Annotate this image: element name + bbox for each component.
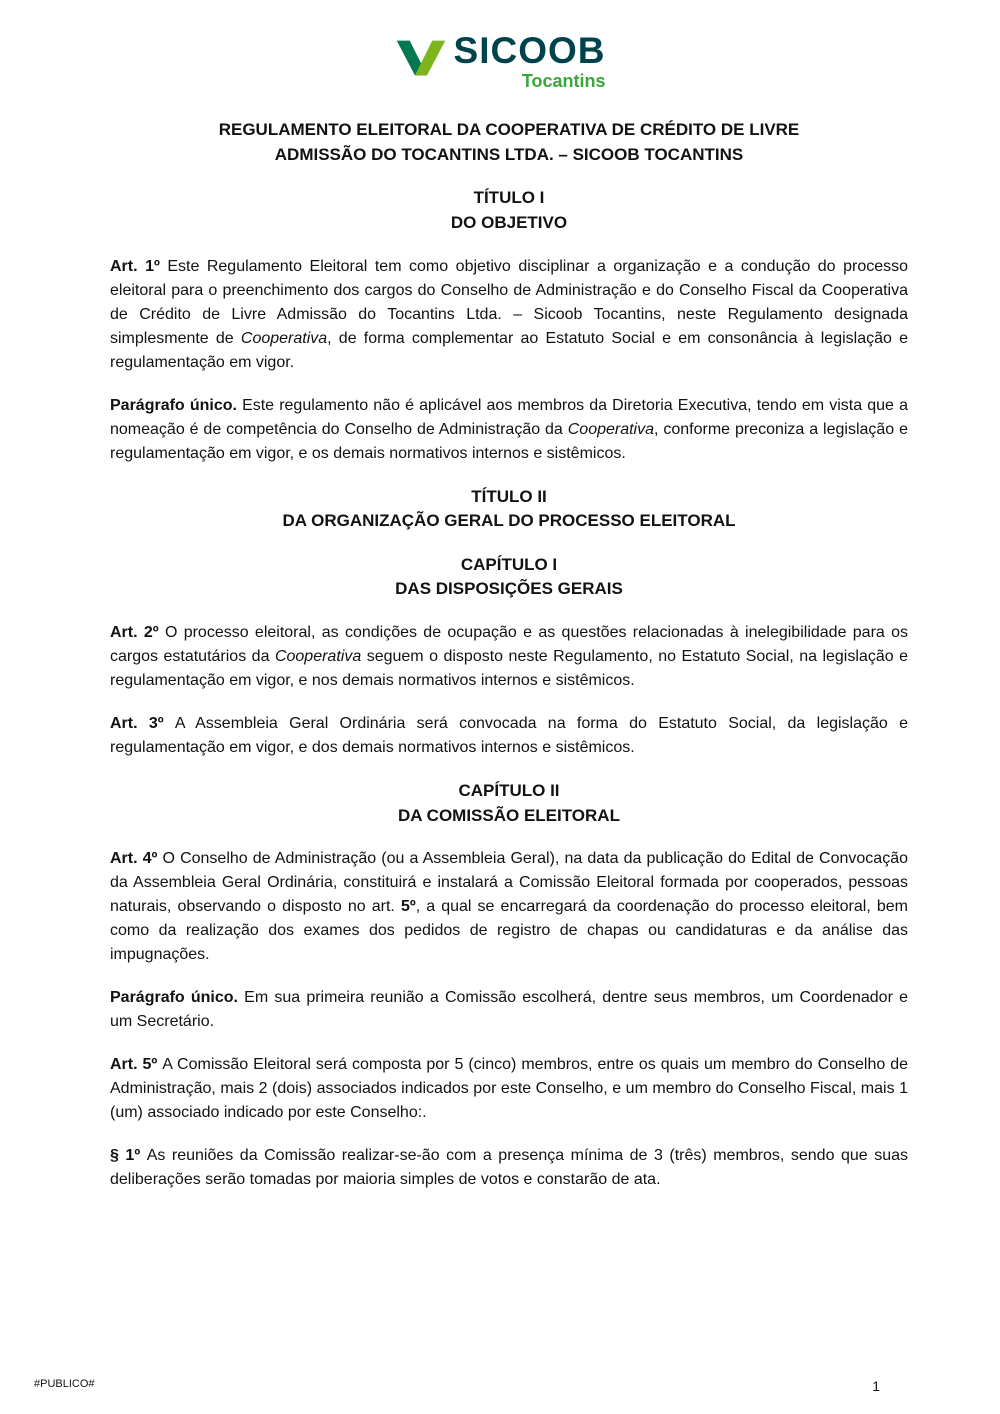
- par-1-paragraph: § 1º As reuniões da Comissão realizar-se-ão com a presença mínima de 3 (três) membros, sendo que suas deliberações serão tomadas por maioria simples de votos e constarão de ata.: [110, 1147, 909, 1189]
- sicoob-logo: [395, 32, 606, 92]
- document-title: REGULAMENTO ELEITORAL DA COOPERATIVA DE CRÉDITO DE LIVRE ADMISSÃO DO TOCANTINS LTDA. – SICOOB TOCANTINS: [218, 120, 800, 164]
- art-1-paragraph: Art. 1º Este Regulamento Eleitoral tem como objetivo disciplinar a organização e a condução do processo eleitoral para o preenchimento dos cargos do Conselho de Administração e do Conselho Fiscal da Cooperativa de Crédito de Livre Admissão do Tocantins Ltda. – Sicoob Tocantins, neste Regulamento designada simplesmente de Cooperativa, de forma complementar ao Estatuto Social e em consonância à legislação e regulamentação em vigor.: [110, 257, 909, 371]
- paragrafo-unico-2: Parágrafo único. Em sua primeira reunião a Comissão escolherá, dentre seus membros, um Coordenador e um Secretário.: [110, 989, 908, 1031]
- capitulo-2-heading: CAPÍTULO II DA COMISSÃO ELEITORAL: [398, 781, 620, 825]
- art-2-paragraph: Art. 2º O processo eleitoral, as condições de ocupação e as questões relacionadas à inelegibilidade para os cargos estatutários da Cooperativa seguem o disposto neste Regulamento, no Estatuto Social, na legislação e regulamentação em vigor, e nos demais normativos internos e sistêmicos.: [110, 624, 909, 690]
- art-4-paragraph: Art. 4º O Conselho de Administração (ou a Assembleia Geral), na data da publicação do Edital de Convocação da Assembleia Geral Ordinária, constituirá e instalará a Comissão Eleitoral formada por cooperados, pessoas naturais, observando o disposto no art. 5º, a qual se encarregará da coordenação do processo eleitoral, bem como da realização dos exames dos pedidos de registro de chapas ou candidaturas e da análise das impugnações.: [110, 850, 908, 964]
- logo: [0, 0, 1000, 92]
- document-body: [110, 118, 908, 1192]
- logo-region-text: Tocantins: [521, 71, 606, 91]
- titulo-2-heading: TÍTULO II DA ORGANIZAÇÃO GERAL DO PROCESSO ELEITORAL: [282, 486, 736, 531]
- titulo-1-heading: TÍTULO I DO OBJETIVO: [450, 188, 568, 232]
- page-number: 1: [872, 1378, 880, 1394]
- paragrafo-unico-1: Parágrafo único. Este regulamento não é aplicável aos membros da Diretoria Executiva, tendo em vista que a nomeação é de competência do Conselho de Administração da Cooperativa, conforme preconiza a legislação e regulamentação em vigor, e os demais normativos internos e sistêmicos.: [110, 396, 908, 462]
- logo-brand-text: SICOOB: [453, 30, 606, 71]
- capitulo-1-heading: CAPÍTULO I DAS DISPOSIÇÕES GERAIS: [395, 554, 623, 599]
- art-5-paragraph: Art. 5º A Comissão Eleitoral será composta por 5 (cinco) membros, entre os quais um membro do Conselho de Administração, mais 2 (dois) associados indicados por este Conselho, e um membro do Conselho Fiscal, mais 1 (um) associado indicado por este Conselho:.: [110, 1056, 909, 1122]
- art-3-paragraph: Art. 3º A Assembleia Geral Ordinária será convocada na forma do Estatuto Social, da legislação e regulamentação em vigor, e dos demais normativos internos e sistêmicos.: [110, 715, 908, 757]
- logo-text: [454, 32, 606, 92]
- footer-classification-label: #PUBLICO#: [34, 1378, 95, 1390]
- sicoob-checkmark-icon: [395, 35, 447, 81]
